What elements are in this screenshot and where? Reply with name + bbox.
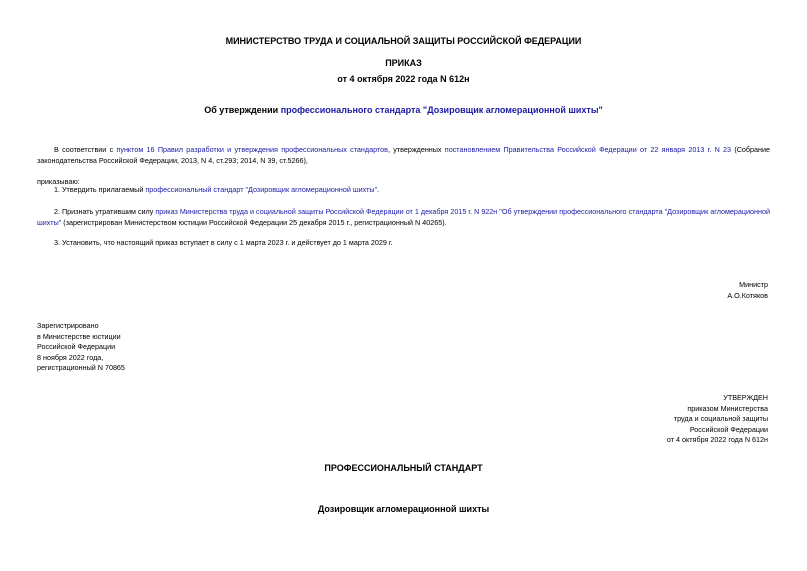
- preamble-text-2: , утвержденных: [387, 145, 445, 154]
- preamble-text-1: В соответствии с: [54, 145, 117, 154]
- standard-name: Дозировщик агломерационной шихты: [317, 504, 490, 514]
- registration-line-2: в Министерстве юстиции: [37, 331, 121, 341]
- doc-title-prefix: Об утверждении: [204, 105, 281, 115]
- item-1-text: 1. Утвердить прилагаемый: [54, 185, 146, 194]
- ministry-heading: МИНИСТЕРСТВО ТРУДА И СОЦИАЛЬНОЙ ЗАЩИТЫ РОССИЙСКОЙ ФЕДЕРАЦИИ: [225, 36, 582, 46]
- old-order-link[interactable]: приказ Министерства труда и социальной защиты Российской Федерации от 1 декабря 2015 г. N 922н "Об утверждении профессионального стандарта "Дозировщик агломерационной шихты": [37, 207, 770, 227]
- approval-line-5: от 4 октября 2022 года N 612н: [666, 435, 768, 444]
- preamble-paragraph: [37, 145, 770, 166]
- doc-date-number: от 4 октября 2022 года N 612н: [337, 74, 470, 84]
- approval-line-3: труда и социальной защиты: [673, 414, 768, 423]
- approval-line-1: УТВЕРЖДЕН: [723, 393, 768, 402]
- registration-block: [37, 321, 125, 374]
- registration-line-4: 8 ноября 2022 года,: [37, 352, 104, 362]
- approval-line-2: приказом Министерства: [687, 403, 768, 413]
- approval-block: [667, 393, 768, 446]
- item-1: [54, 185, 770, 196]
- registration-line-1: Зарегистрировано: [37, 321, 99, 330]
- item-2: [37, 207, 770, 228]
- registration-line-5: регистрационный N 70865: [37, 363, 125, 372]
- approval-line-4: Российской Федерации: [689, 424, 768, 434]
- rules-link[interactable]: пунктом 16 Правил разработки и утверждения профессиональных стандартов: [116, 145, 388, 154]
- preamble-text-3: (Собрание законодательства Российской Федерации, 2013, N 4, ст.293; 2014, N 39, ст.5266),: [37, 145, 771, 165]
- item-1-end: .: [377, 185, 380, 194]
- signature-name: А.О.Котяков: [727, 290, 768, 300]
- signature-position: Министр: [739, 280, 768, 289]
- signature-block: [727, 280, 768, 301]
- registration-line-3: Российской Федерации: [37, 342, 116, 351]
- doc-title: [0, 105, 807, 115]
- item-3: 3. Установить, что настоящий приказ вступает в силу с 1 марта 2023 г. и действует до 1 марта 2029 г.: [54, 238, 393, 247]
- doc-title-link[interactable]: профессионального стандарта "Дозировщик агломерационной шихты": [280, 105, 603, 115]
- item-2-end: (зарегистрирован Министерством юстиции Российской Федерации 25 декабря 2015 г., регистрационный N 40265).: [61, 217, 447, 227]
- doc-type-heading: ПРИКАЗ: [385, 58, 422, 68]
- standard-link[interactable]: профессиональный стандарт "Дозировщик агломерационной шихты": [145, 185, 378, 194]
- order-word: приказываю:: [37, 177, 80, 186]
- standard-heading: ПРОФЕССИОНАЛЬНЫЙ СТАНДАРТ: [324, 463, 483, 473]
- resolution-link[interactable]: постановлением Правительства Российской Федерации от 22 января 2013 г. N 23: [444, 145, 732, 154]
- item-2-text: 2. Признать утратившим силу: [54, 207, 156, 216]
